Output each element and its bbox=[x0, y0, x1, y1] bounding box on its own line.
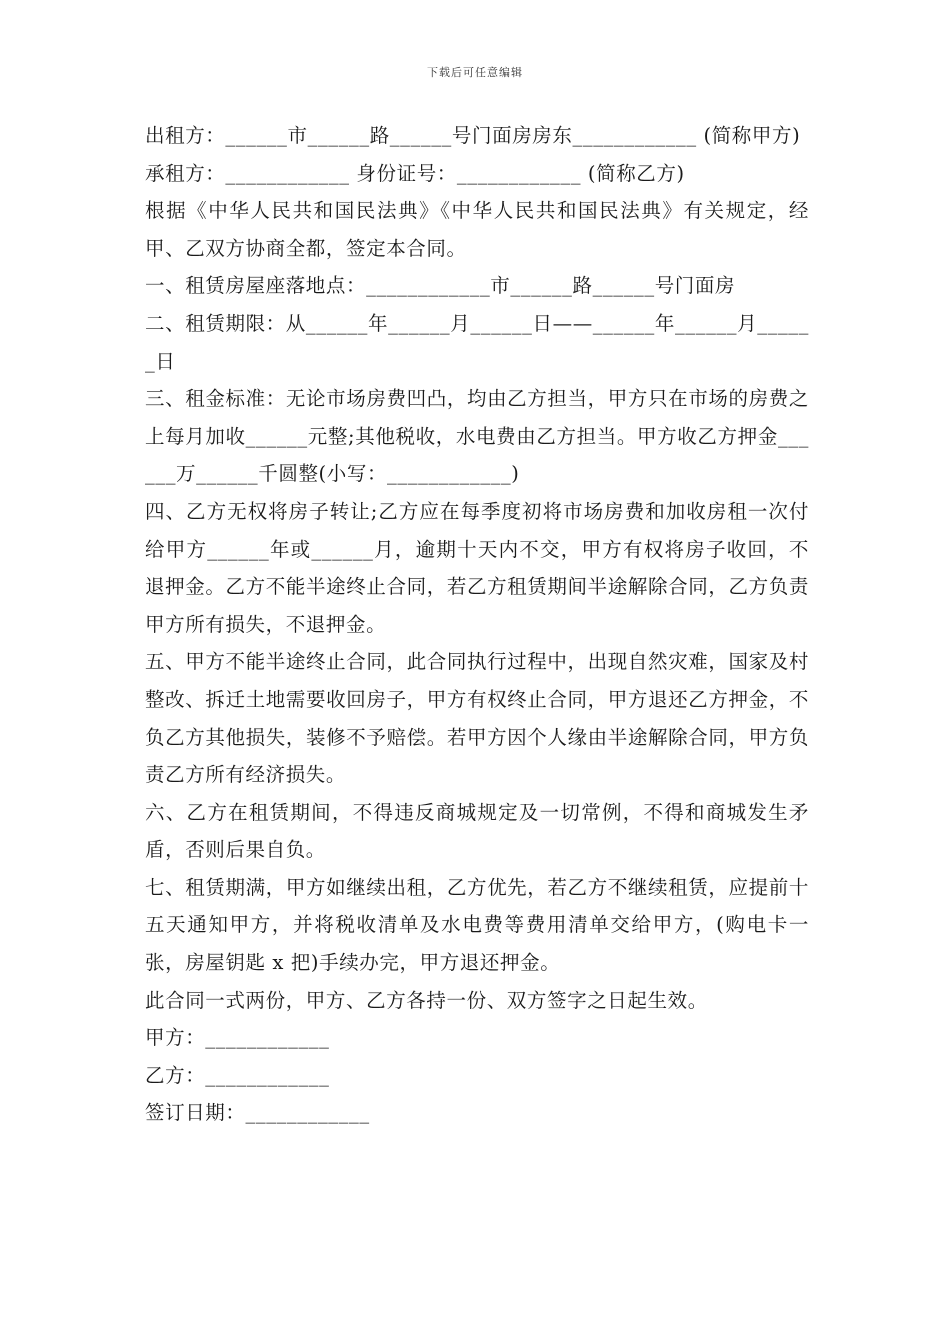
copies-statement: 此合同一式两份，甲方、乙方各持一份、双方签字之日起生效。 bbox=[145, 988, 708, 1012]
clause-5-termination: 五、甲方不能半途终止合同，此合同执行过程中，出现自然灾难，国家及村整改、拆迁土地需要收回房子，甲方有权终止合同，甲方退还乙方押金，不负乙方其他损失，装修不予赔偿。若甲方因个人缘由半途解除合同，甲方负责乙方所有经济损失。 bbox=[145, 650, 809, 787]
clause-1-location: 一、租赁房屋座落地点：____________市______路______号门面房 bbox=[145, 274, 736, 298]
clause-6-rules: 六、乙方在租赁期间，不得违反商城规定及一切常例，不得和商城发生矛盾，否则后果自负。 bbox=[145, 800, 809, 862]
lessee-line: 承租方：____________ 身份证号：____________ (简称乙方) bbox=[145, 161, 685, 185]
party-a-signature-line: 甲方：____________ bbox=[145, 1026, 330, 1050]
lessor-line: 出租方：______市______路______号门面房房东____________ (简称甲方) bbox=[145, 124, 801, 147]
party-b-signature-line: 乙方：____________ bbox=[145, 1063, 330, 1087]
clause-7-expiry: 七、租赁期满，甲方如继续出租，乙方优先，若乙方不继续租赁，应提前十五天通知甲方，并将税收清单及水电费等费用清单交给甲方，(购电卡一张，房屋钥匙 x 把)手续办完，甲方退还押金。 bbox=[145, 875, 809, 975]
preamble-paragraph: 根据《中华人民共和国民法典》《中华人民共和国民法典》有关规定，经甲、乙双方协商全都，签定本合同。 bbox=[145, 199, 809, 260]
clause-4-payment: 四、乙方无权将房子转让;乙方应在每季度初将市场房费和加收房租一次付给甲方______年或______月，逾期十天内不交，甲方有权将房子收回，不退押金。乙方不能半途终止合同，若乙方租赁期间半途解除合同，乙方负责甲方所有损失，不退押金。 bbox=[145, 499, 809, 636]
clause-3-rent: 三、租金标准：无论市场房费凹凸，均由乙方担当，甲方只在市场的房费之上每月加收______元整;其他税收，水电费由乙方担当。甲方收乙方押金______万______千圆整(小写：____________) bbox=[145, 387, 809, 486]
contract-body bbox=[145, 117, 809, 1132]
signing-date-line: 签订日期：____________ bbox=[145, 1101, 370, 1125]
clause-2-term: 二、租赁期限：从______年______月______日——______年______月______日 bbox=[145, 311, 809, 373]
page-header-note: 下载后可任意编辑 bbox=[427, 66, 523, 79]
